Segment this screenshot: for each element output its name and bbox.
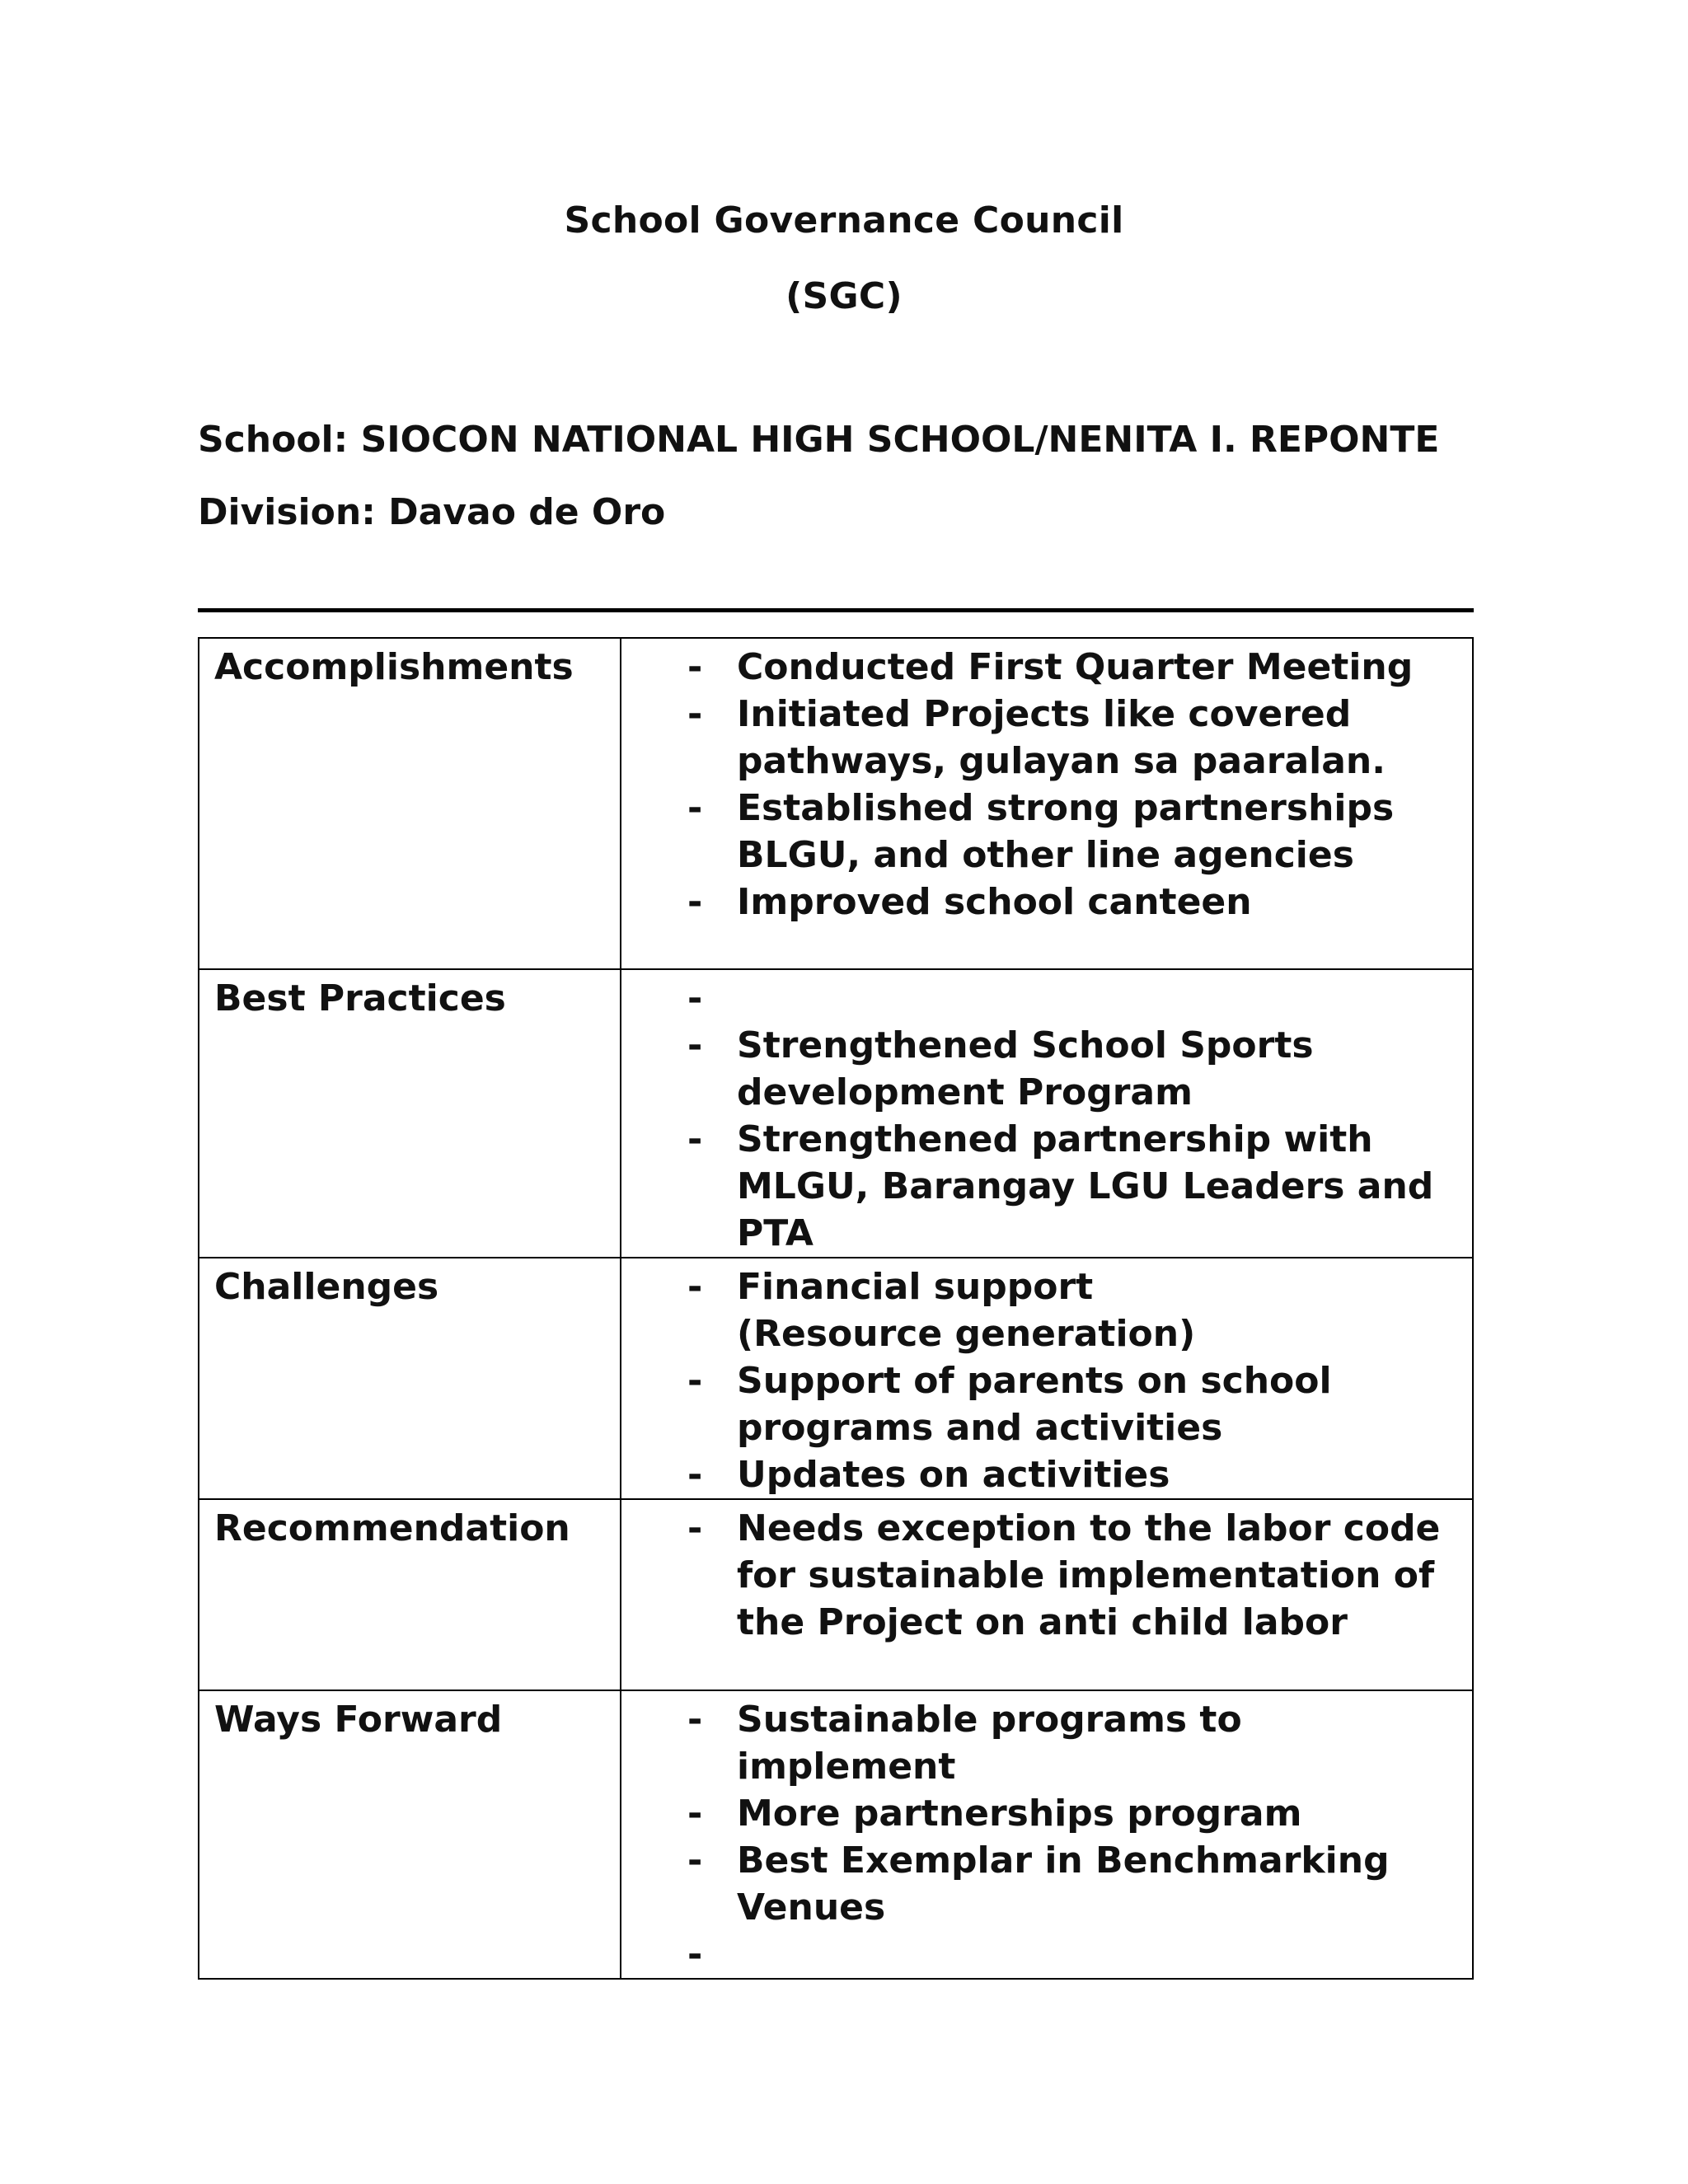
table-row-best-practices xyxy=(199,969,1473,1258)
table-row-challenges xyxy=(199,1258,1473,1499)
row-content xyxy=(621,1690,1473,1979)
document-title: School Governance Council xyxy=(564,199,1124,241)
row-content xyxy=(621,1258,1473,1499)
school-info xyxy=(198,417,1439,463)
row-label: Accomplishments xyxy=(199,638,621,969)
item-list xyxy=(621,975,1456,1257)
header-divider xyxy=(198,608,1474,612)
list-item: - Conducted First Quarter Meeting xyxy=(621,644,1456,691)
list-item: - Strengthened School Sports development Program xyxy=(621,1022,1456,1116)
list-item: - More partnerships program xyxy=(621,1790,1456,1837)
row-content xyxy=(621,969,1473,1258)
row-label: Ways Forward xyxy=(199,1690,621,1979)
item-list xyxy=(621,1696,1456,1978)
list-item: - Established strong partnerships BLGU, and other line agencies xyxy=(621,785,1456,879)
item-list xyxy=(621,644,1456,926)
list-item: - Support of parents on school programs and activities xyxy=(621,1357,1456,1451)
list-item-line: (Resource generation) xyxy=(737,1313,1196,1355)
list-item xyxy=(621,975,1456,1022)
row-label: Recommendation xyxy=(199,1499,621,1690)
document-subtitle: (SGC) xyxy=(785,275,903,317)
list-item: - Needs exception to the labor code for sustainable implementation of the Project on anti child labor xyxy=(621,1505,1456,1646)
list-item: - Strengthened partnership with MLGU, Barangay LGU Leaders and PTA xyxy=(621,1116,1456,1257)
table-row-ways-forward xyxy=(199,1690,1473,1979)
list-item: - Best Exemplar in Benchmarking Venues xyxy=(621,1837,1456,1931)
division-label: Division: xyxy=(198,491,376,533)
list-item-line: - Financial support xyxy=(737,1266,1094,1308)
item-list xyxy=(621,1263,1456,1498)
list-item: - Sustainable programs to implement xyxy=(621,1696,1456,1790)
list-item: - Updates on activities xyxy=(621,1451,1456,1498)
list-item xyxy=(621,1263,1456,1357)
row-label: Best Practices xyxy=(199,969,621,1258)
division-info xyxy=(198,490,665,536)
school-value: SIOCON NATIONAL HIGH SCHOOL/NENITA I. REPONTE xyxy=(360,419,1440,461)
item-list xyxy=(621,1505,1456,1646)
row-content xyxy=(621,638,1473,969)
table-row-recommendation xyxy=(199,1499,1473,1690)
row-label: Challenges xyxy=(199,1258,621,1499)
report-table xyxy=(198,637,1474,1980)
division-value: Davao de Oro xyxy=(388,491,666,533)
list-item: - Initiated Projects like covered pathways, gulayan sa paaralan. xyxy=(621,691,1456,785)
list-item xyxy=(621,1931,1456,1978)
school-label: School: xyxy=(198,419,349,461)
table-row-accomplishments xyxy=(199,638,1473,969)
row-content xyxy=(621,1499,1473,1690)
list-item: - Improved school canteen xyxy=(621,879,1456,926)
